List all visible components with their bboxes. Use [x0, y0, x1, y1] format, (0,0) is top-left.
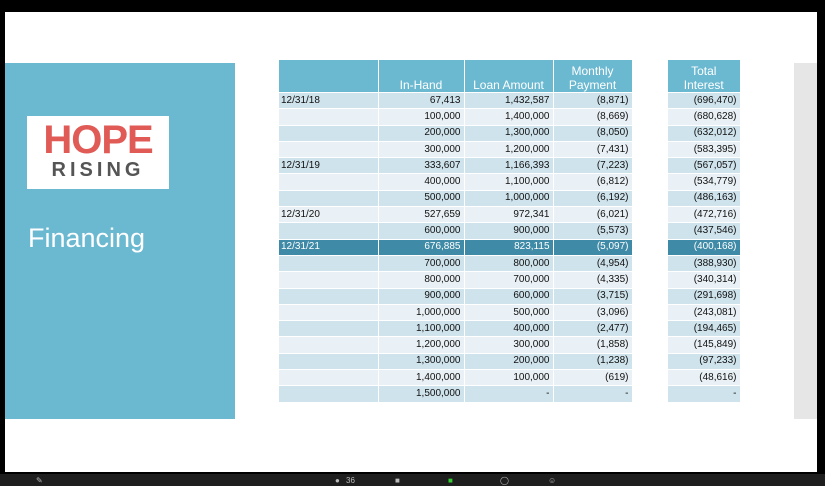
table-row — [668, 353, 740, 369]
cell-monthly-payment: (5,097) — [553, 239, 632, 255]
cell-date: 12/31/19 — [279, 158, 378, 174]
cell-loan-amount: 600,000 — [464, 288, 553, 304]
cell-loan-amount: 823,115 — [464, 239, 553, 255]
cell-total-interest: - — [668, 386, 740, 402]
table-row — [279, 93, 632, 109]
table-row — [668, 109, 740, 125]
table-row — [279, 321, 632, 337]
cell-in-hand: 1,200,000 — [378, 337, 464, 353]
table-row — [668, 386, 740, 402]
table-row — [668, 174, 740, 190]
cell-total-interest: (48,616) — [668, 370, 740, 386]
table-row — [668, 190, 740, 206]
table-row — [668, 125, 740, 141]
cell-date: 12/31/21 — [279, 239, 378, 255]
cell-total-interest: (145,849) — [668, 337, 740, 353]
table-row — [668, 272, 740, 288]
cell-total-interest: (567,057) — [668, 158, 740, 174]
cell-in-hand: 676,885 — [378, 239, 464, 255]
table-row — [279, 190, 632, 206]
table-row — [668, 239, 740, 255]
cell-date — [279, 223, 378, 239]
cell-in-hand: 200,000 — [378, 125, 464, 141]
header-in-hand: In-Hand — [378, 60, 464, 93]
cell-in-hand: 800,000 — [378, 272, 464, 288]
cell-date — [279, 370, 378, 386]
table-row — [279, 304, 632, 320]
cell-total-interest: (388,930) — [668, 255, 740, 271]
cell-in-hand: 67,413 — [378, 93, 464, 109]
cell-total-interest: (680,628) — [668, 109, 740, 125]
table-row — [279, 272, 632, 288]
table-row — [668, 255, 740, 271]
cell-date — [279, 337, 378, 353]
cell-loan-amount: 800,000 — [464, 255, 553, 271]
table-row — [668, 304, 740, 320]
cell-monthly-payment: (4,954) — [553, 255, 632, 271]
cell-loan-amount: 1,432,587 — [464, 93, 553, 109]
cell-in-hand: 1,100,000 — [378, 321, 464, 337]
mute-icon[interactable]: ✎ — [36, 476, 43, 485]
cell-monthly-payment: (3,096) — [553, 304, 632, 320]
logo-line1: HOPE — [43, 118, 153, 162]
cell-monthly-payment: (6,192) — [553, 190, 632, 206]
table-row — [279, 174, 632, 190]
cell-date — [279, 288, 378, 304]
table-row — [279, 239, 632, 255]
cell-date — [279, 141, 378, 157]
table-row — [668, 321, 740, 337]
cell-monthly-payment: (8,669) — [553, 109, 632, 125]
record-icon[interactable]: ◯ — [500, 476, 509, 485]
financing-table — [279, 60, 633, 402]
table-row — [668, 207, 740, 223]
cell-in-hand: 700,000 — [378, 255, 464, 271]
table-row — [279, 353, 632, 369]
cell-date — [279, 109, 378, 125]
table-row — [279, 255, 632, 271]
cell-total-interest: (486,163) — [668, 190, 740, 206]
participants-count: 36 — [346, 476, 355, 485]
header-loan-amount: Loan Amount — [464, 60, 553, 93]
cell-in-hand: 300,000 — [378, 141, 464, 157]
header-total-interest: Total Interest — [668, 60, 740, 93]
cell-loan-amount: 1,100,000 — [464, 174, 553, 190]
meeting-taskbar — [0, 474, 825, 486]
cell-loan-amount: 700,000 — [464, 272, 553, 288]
cell-monthly-payment: (619) — [553, 370, 632, 386]
cell-loan-amount: 400,000 — [464, 321, 553, 337]
cell-monthly-payment: (1,858) — [553, 337, 632, 353]
table-row — [668, 337, 740, 353]
cell-monthly-payment: (6,812) — [553, 174, 632, 190]
cell-date — [279, 125, 378, 141]
cell-in-hand: 1,500,000 — [378, 386, 464, 402]
cell-total-interest: (340,314) — [668, 272, 740, 288]
table-row — [279, 158, 632, 174]
slide-title: Financing — [28, 223, 146, 253]
hope-rising-logo — [27, 116, 169, 189]
cell-monthly-payment: (5,573) — [553, 223, 632, 239]
cell-monthly-payment: (8,050) — [553, 125, 632, 141]
cell-total-interest: (291,698) — [668, 288, 740, 304]
left-panel — [5, 63, 235, 419]
cell-loan-amount: 1,166,393 — [464, 158, 553, 174]
chat-icon[interactable]: ■ — [395, 476, 400, 485]
cell-loan-amount: 1,300,000 — [464, 125, 553, 141]
cell-date: 12/31/20 — [279, 207, 378, 223]
cell-loan-amount: 1,200,000 — [464, 141, 553, 157]
cell-in-hand: 333,607 — [378, 158, 464, 174]
cell-total-interest: (243,081) — [668, 304, 740, 320]
participants-icon[interactable]: ● — [335, 476, 340, 485]
cell-in-hand: 400,000 — [378, 174, 464, 190]
table-row — [668, 93, 740, 109]
cell-date — [279, 386, 378, 402]
reactions-icon[interactable]: ☺ — [548, 476, 557, 485]
cell-date — [279, 321, 378, 337]
table-row — [279, 288, 632, 304]
cell-date — [279, 255, 378, 271]
table-row — [668, 288, 740, 304]
cell-in-hand: 900,000 — [378, 288, 464, 304]
cell-monthly-payment: (7,223) — [553, 158, 632, 174]
cell-date — [279, 353, 378, 369]
cell-in-hand: 500,000 — [378, 190, 464, 206]
cell-monthly-payment: (2,477) — [553, 321, 632, 337]
cell-date: 12/31/18 — [279, 93, 378, 109]
cell-in-hand: 600,000 — [378, 223, 464, 239]
cell-in-hand: 1,300,000 — [378, 353, 464, 369]
cell-total-interest: (696,470) — [668, 93, 740, 109]
cell-total-interest: (472,716) — [668, 207, 740, 223]
cell-loan-amount: 972,341 — [464, 207, 553, 223]
table-row — [279, 370, 632, 386]
cell-monthly-payment: (1,238) — [553, 353, 632, 369]
header-date — [279, 60, 378, 93]
cell-loan-amount: - — [464, 386, 553, 402]
cell-in-hand: 1,400,000 — [378, 370, 464, 386]
table-row — [279, 141, 632, 157]
cell-total-interest: (583,395) — [668, 141, 740, 157]
logo-line2: RISING — [51, 159, 145, 181]
cell-loan-amount: 100,000 — [464, 370, 553, 386]
cell-total-interest: (400,168) — [668, 239, 740, 255]
cell-monthly-payment: - — [553, 386, 632, 402]
table-row — [668, 370, 740, 386]
table-row — [668, 223, 740, 239]
cell-date — [279, 174, 378, 190]
cell-loan-amount: 1,400,000 — [464, 109, 553, 125]
cell-monthly-payment: (3,715) — [553, 288, 632, 304]
cell-loan-amount: 1,000,000 — [464, 190, 553, 206]
cell-date — [279, 304, 378, 320]
table-row — [668, 158, 740, 174]
cell-date — [279, 272, 378, 288]
cell-in-hand: 1,000,000 — [378, 304, 464, 320]
cell-total-interest: (534,779) — [668, 174, 740, 190]
cell-loan-amount: 500,000 — [464, 304, 553, 320]
cell-monthly-payment: (8,871) — [553, 93, 632, 109]
table-row — [279, 337, 632, 353]
table-row — [279, 207, 632, 223]
right-strip — [794, 63, 817, 419]
cell-loan-amount: 200,000 — [464, 353, 553, 369]
table-row — [279, 223, 632, 239]
share-screen-icon[interactable]: ■ — [448, 476, 453, 485]
cell-date — [279, 190, 378, 206]
cell-in-hand: 527,659 — [378, 207, 464, 223]
cell-monthly-payment: (4,335) — [553, 272, 632, 288]
header-monthly-payment: Monthly Payment — [553, 60, 632, 93]
cell-loan-amount: 300,000 — [464, 337, 553, 353]
cell-total-interest: (437,546) — [668, 223, 740, 239]
cell-total-interest: (194,465) — [668, 321, 740, 337]
table-row — [279, 125, 632, 141]
cell-total-interest: (632,012) — [668, 125, 740, 141]
cell-in-hand: 100,000 — [378, 109, 464, 125]
table-row — [279, 386, 632, 402]
total-interest-table — [668, 60, 741, 402]
cell-total-interest: (97,233) — [668, 353, 740, 369]
cell-monthly-payment: (7,431) — [553, 141, 632, 157]
cell-loan-amount: 900,000 — [464, 223, 553, 239]
table-row — [279, 109, 632, 125]
cell-monthly-payment: (6,021) — [553, 207, 632, 223]
table-row — [668, 141, 740, 157]
